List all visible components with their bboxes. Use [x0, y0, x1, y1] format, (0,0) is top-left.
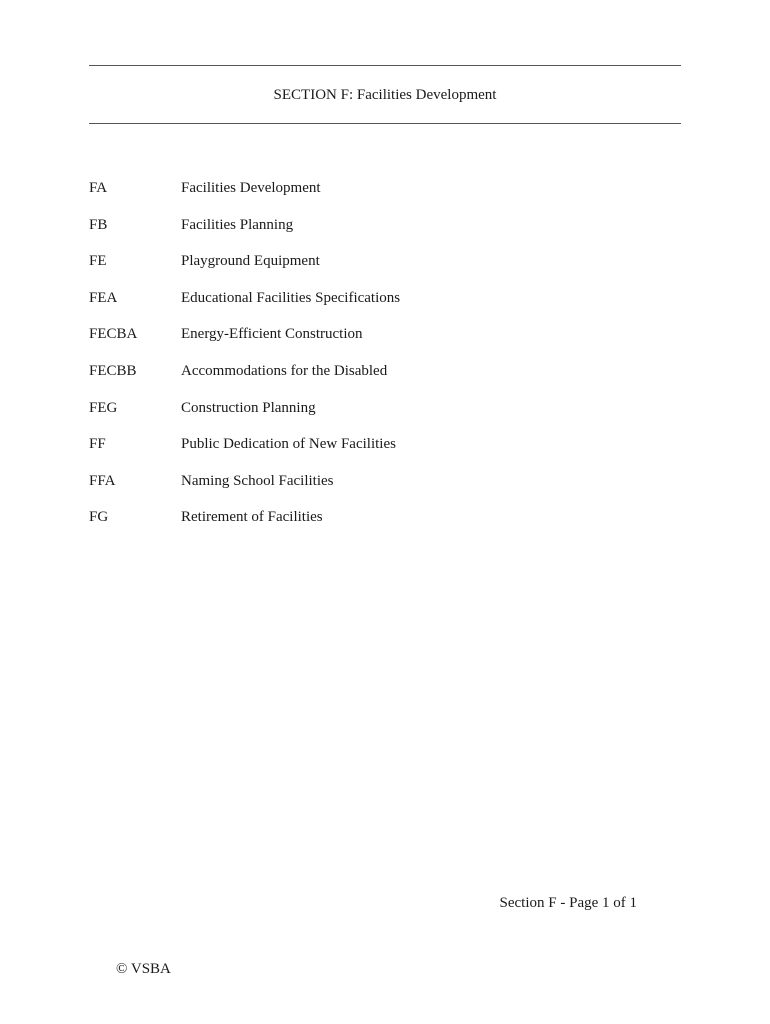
policy-title: Playground Equipment: [181, 253, 320, 270]
policy-code: FECBB: [89, 362, 137, 379]
policy-row-fea: [89, 288, 681, 325]
policy-title: Retirement of Facilities: [181, 509, 323, 526]
policy-title: Public Dedication of New Facilities: [181, 436, 396, 453]
policy-title: Educational Facilities Specifications: [181, 289, 401, 306]
policy-code: FFA: [89, 472, 116, 489]
header-top-rule: [89, 65, 681, 66]
policy-row-fecbb: [89, 361, 681, 398]
policy-title: Construction Planning: [181, 399, 316, 416]
policy-row-fe: [89, 251, 681, 288]
policy-code: FF: [89, 436, 106, 453]
policy-row-feg: [89, 398, 681, 435]
policy-title: Accommodations for the Disabled: [181, 362, 388, 379]
policy-title: Energy-Efficient Construction: [181, 326, 363, 343]
section-title: SECTION F: Facilities Development: [273, 87, 497, 103]
policy-row-fecba: [89, 324, 681, 361]
policy-title: Naming School Facilities: [181, 472, 334, 489]
policy-row-fa: [89, 178, 681, 215]
policy-code: FE: [89, 253, 107, 270]
policy-code: FEA: [89, 289, 118, 306]
policy-code: FA: [89, 180, 108, 196]
policy-title: Facilities Planning: [181, 216, 294, 233]
policy-code: FEG: [89, 399, 118, 416]
policy-code: FECBA: [89, 326, 138, 343]
policy-code: FG: [89, 509, 109, 526]
copyright-notice: © VSBA: [116, 961, 171, 977]
policy-list: [89, 178, 681, 544]
policy-row-fg: [89, 507, 681, 544]
policy-title: Facilities Development: [181, 180, 321, 196]
policy-row-ff: [89, 434, 681, 471]
page-number: Section F - Page 1 of 1: [499, 895, 637, 911]
policy-row-ffa: [89, 471, 681, 508]
header-bottom-rule: [89, 123, 681, 124]
policy-code: FB: [89, 216, 108, 233]
policy-row-fb: [89, 215, 681, 252]
